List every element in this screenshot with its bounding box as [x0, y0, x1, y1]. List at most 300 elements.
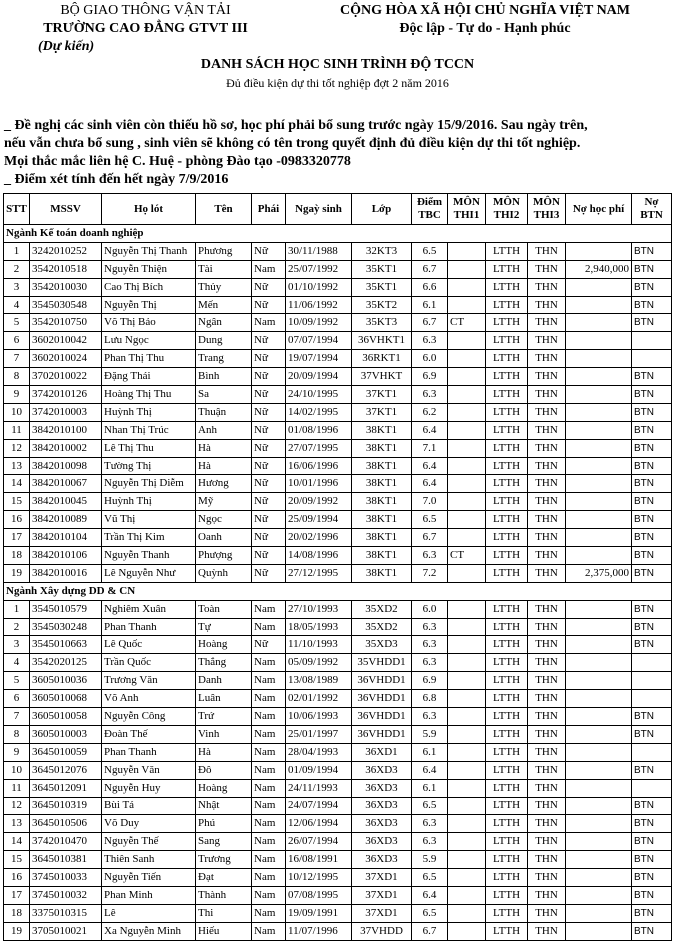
table-cell: Trần Quốc	[102, 654, 196, 672]
table-cell: 3742010126	[30, 386, 102, 404]
table-cell: 19	[4, 564, 30, 582]
table-cell	[566, 886, 632, 904]
table-cell	[566, 743, 632, 761]
table-cell: BTN	[632, 869, 672, 887]
table-cell: Nam	[252, 743, 286, 761]
table-cell: Nam	[252, 761, 286, 779]
table-cell: Hiếu	[196, 922, 252, 940]
col-header: MÔN THI2	[486, 194, 528, 225]
table-cell: 25/07/1992	[286, 260, 352, 278]
table-cell: 6	[4, 332, 30, 350]
table-cell	[566, 511, 632, 529]
school-name: TRƯỜNG CAO ĐẲNG GTVT III	[43, 21, 248, 36]
table-cell: Nhật	[196, 797, 252, 815]
col-header: MÔN THI3	[528, 194, 566, 225]
table-cell	[448, 403, 486, 421]
table-cell: Tường Thị	[102, 457, 196, 475]
table-cell: Nam	[252, 618, 286, 636]
table-cell	[566, 439, 632, 457]
table-cell: Nữ	[252, 296, 286, 314]
table-cell: 38KT1	[352, 439, 412, 457]
table-cell: 6.2	[412, 403, 448, 421]
table-cell: 10/09/1992	[286, 314, 352, 332]
table-cell: 14/08/1996	[286, 547, 352, 565]
table-cell	[448, 421, 486, 439]
table-cell: 07/07/1994	[286, 332, 352, 350]
table-cell: BTN	[632, 797, 672, 815]
table-cell: LTTH	[486, 421, 528, 439]
table-cell: BTN	[632, 529, 672, 547]
table-cell: 05/09/1992	[286, 654, 352, 672]
col-header: Tên	[196, 194, 252, 225]
header-left	[8, 2, 283, 56]
table-cell: 37XD1	[352, 886, 412, 904]
table-cell: Võ Thị Bảo	[102, 314, 196, 332]
table-cell: 3645010506	[30, 815, 102, 833]
table-cell: 18	[4, 904, 30, 922]
table-cell	[448, 475, 486, 493]
table-cell: 3375010315	[30, 904, 102, 922]
table-cell: 2	[4, 618, 30, 636]
table-cell: 1	[4, 600, 30, 618]
table-cell: CT	[448, 314, 486, 332]
table-cell: Đạt	[196, 869, 252, 887]
table-cell	[448, 869, 486, 887]
table-cell: Nguyễn Thế	[102, 833, 196, 851]
table-cell: Trần Thị Kim	[102, 529, 196, 547]
table-cell: Nữ	[252, 636, 286, 654]
table-cell: 36XD3	[352, 833, 412, 851]
table-cell: 3842010002	[30, 439, 102, 457]
table-cell	[566, 869, 632, 887]
table-cell: 01/09/1994	[286, 761, 352, 779]
table-cell: 26/07/1994	[286, 833, 352, 851]
table-cell: LTTH	[486, 600, 528, 618]
table-cell: Trương Văn	[102, 672, 196, 690]
table-cell: Thủy	[196, 278, 252, 296]
table-cell: 6.3	[412, 618, 448, 636]
section-row	[4, 582, 672, 600]
table-cell	[566, 314, 632, 332]
table-cell: Trang	[196, 350, 252, 368]
table-row	[4, 260, 672, 278]
table-cell: 18	[4, 547, 30, 565]
table-cell: Vinh	[196, 725, 252, 743]
table-cell: THN	[528, 547, 566, 565]
table-cell: Nguyễn Huy	[102, 779, 196, 797]
table-cell: BTN	[632, 922, 672, 940]
table-cell: THN	[528, 421, 566, 439]
table-cell: 6.4	[412, 886, 448, 904]
table-cell: 6.1	[412, 743, 448, 761]
table-cell	[448, 922, 486, 940]
table-cell: 6.3	[412, 547, 448, 565]
col-header: MSSV	[30, 194, 102, 225]
col-header: MÔN THI1	[448, 194, 486, 225]
table-cell	[448, 439, 486, 457]
table-row	[4, 886, 672, 904]
table-cell	[448, 851, 486, 869]
table-row	[4, 493, 672, 511]
table-cell: Trương	[196, 851, 252, 869]
table-cell: Nguyễn Thị	[102, 296, 196, 314]
table-body	[4, 225, 672, 941]
table-cell: LTTH	[486, 797, 528, 815]
table-cell: THN	[528, 493, 566, 511]
table-cell: THN	[528, 708, 566, 726]
table-cell: 3542010518	[30, 260, 102, 278]
table-cell	[566, 654, 632, 672]
table-cell	[448, 654, 486, 672]
table-cell: THN	[528, 242, 566, 260]
table-cell: 14/02/1995	[286, 403, 352, 421]
page-title: DANH SÁCH HỌC SINH TRÌNH ĐỘ TCCN	[200, 57, 475, 72]
table-cell: THN	[528, 439, 566, 457]
table-cell: 36XD3	[352, 851, 412, 869]
table-cell: 27/07/1995	[286, 439, 352, 457]
table-cell: 07/08/1995	[286, 886, 352, 904]
table-cell: BTN	[632, 278, 672, 296]
table-cell: BTN	[632, 493, 672, 511]
table-cell: 24/10/1995	[286, 386, 352, 404]
table-cell: 36XD1	[352, 743, 412, 761]
table-cell: 24/11/1993	[286, 779, 352, 797]
table-cell: 10	[4, 761, 30, 779]
table-cell: 36VHKT1	[352, 332, 412, 350]
table-row	[4, 654, 672, 672]
table-cell: Lê Thị Thu	[102, 439, 196, 457]
table-cell: 3645010381	[30, 851, 102, 869]
table-row	[4, 743, 672, 761]
table-cell: 24/07/1994	[286, 797, 352, 815]
table-cell: 20/09/1992	[286, 493, 352, 511]
table-row	[4, 368, 672, 386]
table-cell: THN	[528, 564, 566, 582]
table-cell	[566, 368, 632, 386]
student-table	[3, 193, 672, 941]
table-cell: THN	[528, 457, 566, 475]
table-cell: BTN	[632, 511, 672, 529]
table-row	[4, 439, 672, 457]
table-cell: 2,375,000	[566, 564, 632, 582]
table-cell: BTN	[632, 386, 672, 404]
table-cell: LTTH	[486, 475, 528, 493]
table-cell: BTN	[632, 475, 672, 493]
table-cell: 6.4	[412, 421, 448, 439]
table-cell: Phan Minh	[102, 886, 196, 904]
table-cell: THN	[528, 296, 566, 314]
table-cell: Tự	[196, 618, 252, 636]
table-cell: THN	[528, 350, 566, 368]
table-cell: 3645012091	[30, 779, 102, 797]
table-cell: 37KT1	[352, 403, 412, 421]
table-cell: 36VHDD1	[352, 672, 412, 690]
table-cell	[448, 743, 486, 761]
table-cell: 15	[4, 493, 30, 511]
table-cell: 3542010030	[30, 278, 102, 296]
table-cell: Nữ	[252, 421, 286, 439]
table-cell: 3645010319	[30, 797, 102, 815]
table-cell: LTTH	[486, 708, 528, 726]
table-cell: 02/01/1992	[286, 690, 352, 708]
table-cell	[448, 636, 486, 654]
col-header: Nợ học phí	[566, 194, 632, 225]
table-cell: Nguyễn Thị Diễm	[102, 475, 196, 493]
table-row	[4, 869, 672, 887]
table-cell: Phương	[196, 242, 252, 260]
table-cell: THN	[528, 672, 566, 690]
header-right	[300, 2, 670, 38]
table-cell: BTN	[632, 421, 672, 439]
table-cell: Hoàng	[196, 779, 252, 797]
table-cell: 38KT1	[352, 421, 412, 439]
table-cell: THN	[528, 690, 566, 708]
table-cell: 10	[4, 403, 30, 421]
table-cell: 3842010016	[30, 564, 102, 582]
table-cell: Nguyễn Văn	[102, 761, 196, 779]
table-cell: 38KT1	[352, 511, 412, 529]
table-cell: Lê Quốc	[102, 636, 196, 654]
table-cell	[448, 886, 486, 904]
table-cell: 7.0	[412, 493, 448, 511]
table-row	[4, 833, 672, 851]
table-cell: Nữ	[252, 403, 286, 421]
table-cell	[632, 654, 672, 672]
table-cell	[566, 600, 632, 618]
table-cell	[448, 779, 486, 797]
table-cell: Nữ	[252, 439, 286, 457]
table-cell: Phan Thanh	[102, 743, 196, 761]
table-cell: Đặng Thái	[102, 368, 196, 386]
table-cell: 35XD2	[352, 600, 412, 618]
table-cell: 3545030548	[30, 296, 102, 314]
table-row	[4, 690, 672, 708]
table-cell: 36XD3	[352, 779, 412, 797]
table-cell	[448, 600, 486, 618]
table-cell: LTTH	[486, 743, 528, 761]
table-cell	[566, 636, 632, 654]
table-cell: 6.0	[412, 350, 448, 368]
table-row	[4, 922, 672, 940]
table-cell: 13	[4, 457, 30, 475]
table-cell: 3602010024	[30, 350, 102, 368]
table-cell	[448, 618, 486, 636]
table-cell: Quỳnh	[196, 564, 252, 582]
table-cell	[448, 368, 486, 386]
table-cell: BTN	[632, 368, 672, 386]
table-cell: BTN	[632, 439, 672, 457]
table-cell: Vũ Thị	[102, 511, 196, 529]
table-cell: 5.9	[412, 725, 448, 743]
table-cell: 3842010098	[30, 457, 102, 475]
table-cell: 38KT1	[352, 475, 412, 493]
table-row	[4, 242, 672, 260]
table-cell: BTN	[632, 851, 672, 869]
table-cell: THN	[528, 278, 566, 296]
table-cell: THN	[528, 761, 566, 779]
table-row	[4, 851, 672, 869]
table-cell: 8	[4, 368, 30, 386]
table-cell: 19/09/1991	[286, 904, 352, 922]
table-cell: Nam	[252, 886, 286, 904]
table-cell: LTTH	[486, 493, 528, 511]
table-cell: 3545010663	[30, 636, 102, 654]
section-title: Ngành Xây dựng DD & CN	[4, 582, 672, 600]
table-cell: LTTH	[486, 779, 528, 797]
table-row	[4, 547, 672, 565]
table-cell	[448, 386, 486, 404]
table-cell: Tài	[196, 260, 252, 278]
table-row	[4, 350, 672, 368]
table-cell	[448, 260, 486, 278]
table-cell	[448, 332, 486, 350]
table-cell: THN	[528, 475, 566, 493]
table-cell: 27/12/1995	[286, 564, 352, 582]
table-cell: Lê	[102, 904, 196, 922]
notice-block	[4, 117, 672, 189]
table-cell: Hà	[196, 439, 252, 457]
section-row	[4, 225, 672, 243]
table-cell: Đoàn Thế	[102, 725, 196, 743]
table-cell	[632, 743, 672, 761]
table-cell: LTTH	[486, 833, 528, 851]
table-cell: 36XD3	[352, 797, 412, 815]
ministry-name: BỘ GIAO THÔNG VẬN TẢI	[60, 3, 231, 18]
table-cell: Nữ	[252, 457, 286, 475]
table-cell: Nữ	[252, 386, 286, 404]
table-cell: THN	[528, 314, 566, 332]
table-cell: LTTH	[486, 260, 528, 278]
table-cell: 30/11/1988	[286, 242, 352, 260]
table-cell: 6.4	[412, 761, 448, 779]
table-cell: Dung	[196, 332, 252, 350]
table-cell	[566, 922, 632, 940]
table-cell: 36VHDD1	[352, 725, 412, 743]
table-cell: 13	[4, 815, 30, 833]
table-cell: 2	[4, 260, 30, 278]
table-cell: Thi	[196, 904, 252, 922]
table-cell: Nam	[252, 690, 286, 708]
table-cell: THN	[528, 618, 566, 636]
table-cell: BTN	[632, 833, 672, 851]
table-cell: 6.3	[412, 332, 448, 350]
table-cell: 6.5	[412, 797, 448, 815]
table-cell: 20/02/1996	[286, 529, 352, 547]
table-cell: Nam	[252, 725, 286, 743]
table-row	[4, 600, 672, 618]
table-cell: Phan Thị Thu	[102, 350, 196, 368]
table-cell: 38KT1	[352, 457, 412, 475]
table-cell	[566, 779, 632, 797]
table-cell: Cao Thị Bích	[102, 278, 196, 296]
table-cell: Nam	[252, 708, 286, 726]
table-cell: 11/10/1993	[286, 636, 352, 654]
table-cell	[566, 403, 632, 421]
table-cell: Bình	[196, 368, 252, 386]
table-cell: BTN	[632, 260, 672, 278]
table-cell: Nam	[252, 260, 286, 278]
table-cell: BTN	[632, 242, 672, 260]
table-cell: BTN	[632, 564, 672, 582]
table-cell: THN	[528, 833, 566, 851]
table-cell	[632, 350, 672, 368]
draft-label: (Dự kiến)	[38, 39, 95, 54]
table-cell: 6.5	[412, 904, 448, 922]
table-cell	[566, 457, 632, 475]
table-cell	[448, 725, 486, 743]
motto: Độc lập - Tự do - Hạnh phúc	[399, 21, 571, 36]
table-cell: 20/09/1994	[286, 368, 352, 386]
table-cell	[632, 672, 672, 690]
table-cell: LTTH	[486, 672, 528, 690]
table-cell: 1	[4, 242, 30, 260]
table-cell: 6.5	[412, 242, 448, 260]
table-cell: 28/04/1993	[286, 743, 352, 761]
table-cell: 3602010042	[30, 332, 102, 350]
table-row	[4, 457, 672, 475]
table-cell: Đô	[196, 761, 252, 779]
table-cell	[566, 672, 632, 690]
table-cell	[448, 529, 486, 547]
table-cell: 3842010106	[30, 547, 102, 565]
table-cell	[632, 779, 672, 797]
table-cell: 9	[4, 386, 30, 404]
table-cell: 36RKT1	[352, 350, 412, 368]
table-cell: Nguyễn Thiện	[102, 260, 196, 278]
table-row	[4, 314, 672, 332]
table-cell: LTTH	[486, 529, 528, 547]
table-cell: THN	[528, 815, 566, 833]
table-cell: 16/08/1991	[286, 851, 352, 869]
table-cell: THN	[528, 260, 566, 278]
table-row	[4, 511, 672, 529]
table-row	[4, 421, 672, 439]
table-cell: Lưu Ngọc	[102, 332, 196, 350]
table-cell: Hoàng	[196, 636, 252, 654]
table-cell: Nam	[252, 779, 286, 797]
table-cell: 6.9	[412, 368, 448, 386]
table-cell: Nam	[252, 833, 286, 851]
table-cell: 4	[4, 654, 30, 672]
table-cell: LTTH	[486, 457, 528, 475]
table-cell: 36XD3	[352, 815, 412, 833]
table-cell: LTTH	[486, 368, 528, 386]
table-cell	[566, 421, 632, 439]
table-cell: 7.2	[412, 564, 448, 582]
table-cell: 25/01/1997	[286, 725, 352, 743]
table-cell: THN	[528, 403, 566, 421]
table-cell: Hà	[196, 457, 252, 475]
table-cell: 37XD1	[352, 869, 412, 887]
table-cell: THN	[528, 529, 566, 547]
table-cell: LTTH	[486, 278, 528, 296]
table-cell	[566, 529, 632, 547]
table-cell: Võ Anh	[102, 690, 196, 708]
table-row	[4, 725, 672, 743]
table-cell: 15	[4, 851, 30, 869]
table-cell: THN	[528, 511, 566, 529]
table-header-row	[4, 194, 672, 225]
table-cell: 3605010036	[30, 672, 102, 690]
table-cell: 6.7	[412, 922, 448, 940]
table-cell: Danh	[196, 672, 252, 690]
table-cell	[566, 708, 632, 726]
table-cell	[448, 296, 486, 314]
table-cell: Nam	[252, 600, 286, 618]
table-cell: 14	[4, 475, 30, 493]
table-cell: 6.3	[412, 636, 448, 654]
table-cell: 25/09/1994	[286, 511, 352, 529]
